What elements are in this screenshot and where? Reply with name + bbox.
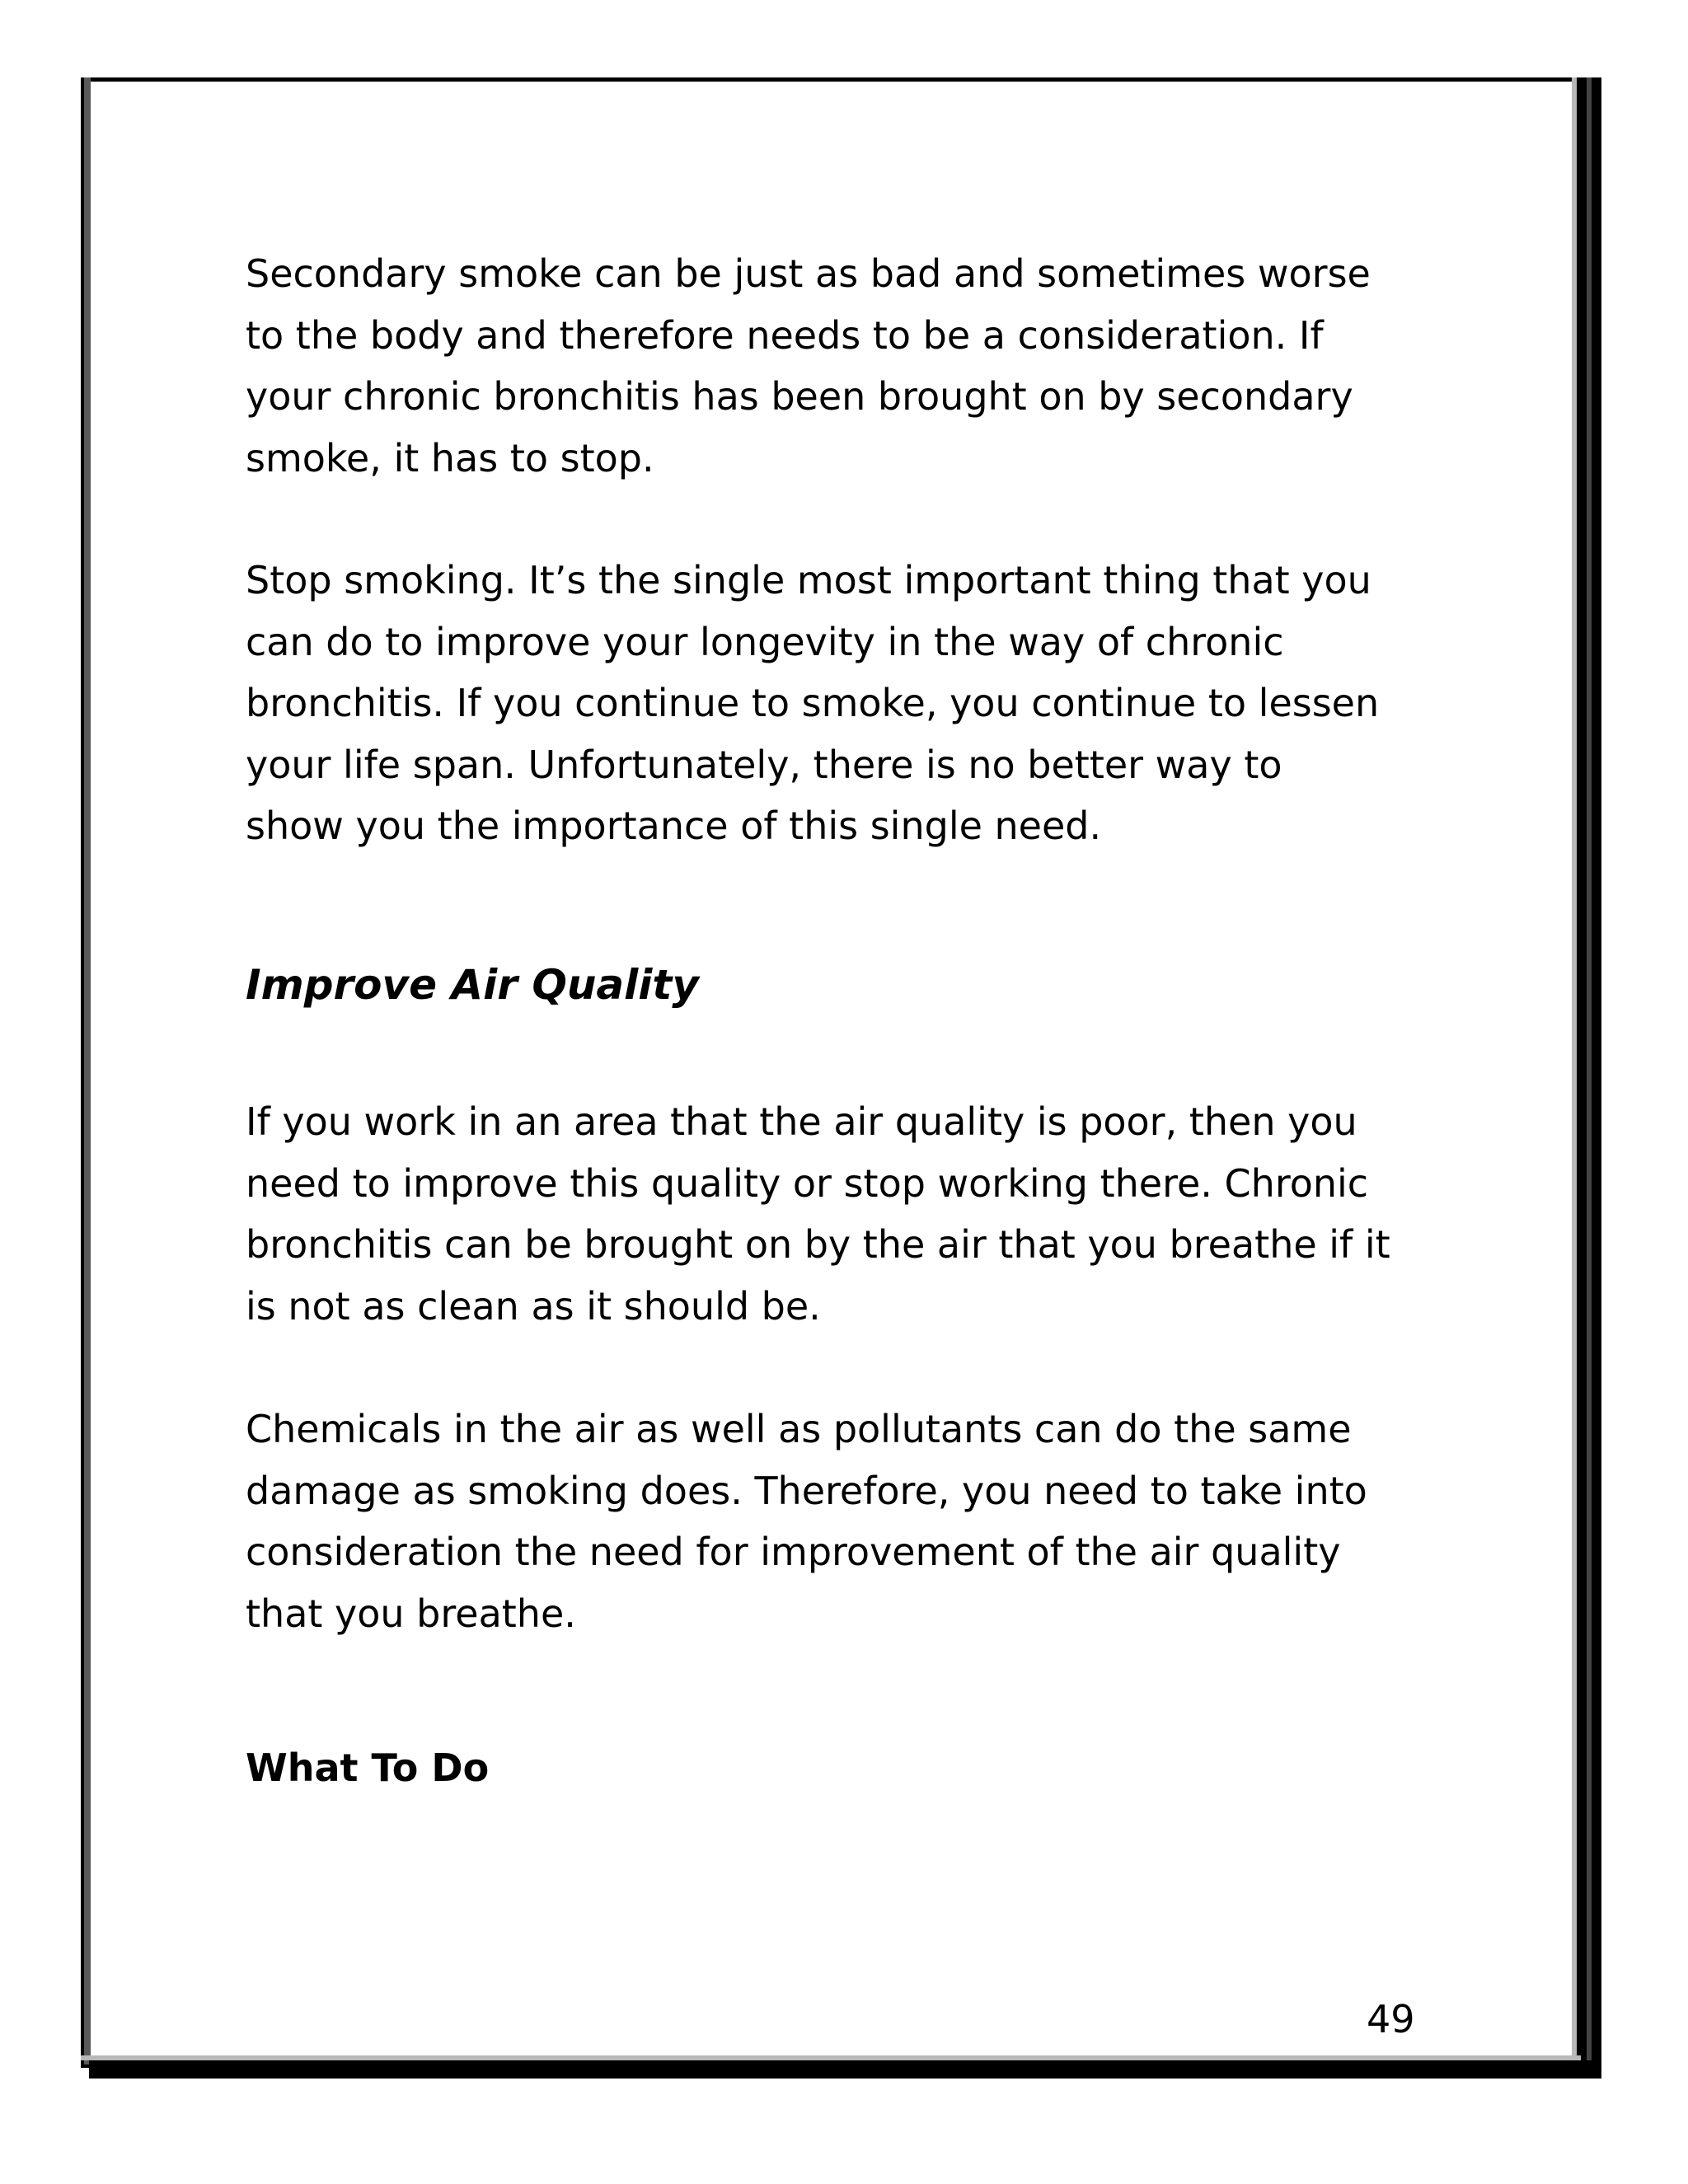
page-frame-left: [81, 77, 91, 2068]
section-heading: Improve Air Quality: [246, 961, 699, 1009]
subsection-heading: What To Do: [246, 1746, 490, 1790]
paragraph-stop-smoking: Stop smoking. It’s the single most important thing that you can do to improve your longevity in the way of chronic bronchitis. If you continue to smoke, you continue to lessen your life span. Unfortunately, there is no better way to show you the importance of this single need.: [246, 558, 1380, 848]
page-frame-corner: [81, 2064, 91, 2068]
page-number: 49: [1367, 1997, 1415, 2041]
page-frame-top: [81, 77, 1601, 82]
paragraph-air-quality-work: If you work in an area that the air quality is poor, then you need to improve this quality or stop working there. Chronic bronchitis can be brought on by the air that you breathe if it is not as clean as it should be.: [246, 1099, 1390, 1329]
paragraph-chemicals-pollutants: Chemicals in the air as well as pollutants can do the same damage as smoking does. Therefore, you need to take into consideration the need for improvement of the air quality that you breathe.: [246, 1407, 1367, 1636]
page-frame-bottom-shadow: [89, 2060, 1601, 2079]
page-frame-right-shadow: [1577, 77, 1601, 2079]
paragraph-secondary-smoke: Secondary smoke can be just as bad and sometimes worse to the body and therefore needs to be a consideration. If your chronic bronchitis has been brought on by secondary smoke, it has to stop.: [246, 251, 1371, 480]
